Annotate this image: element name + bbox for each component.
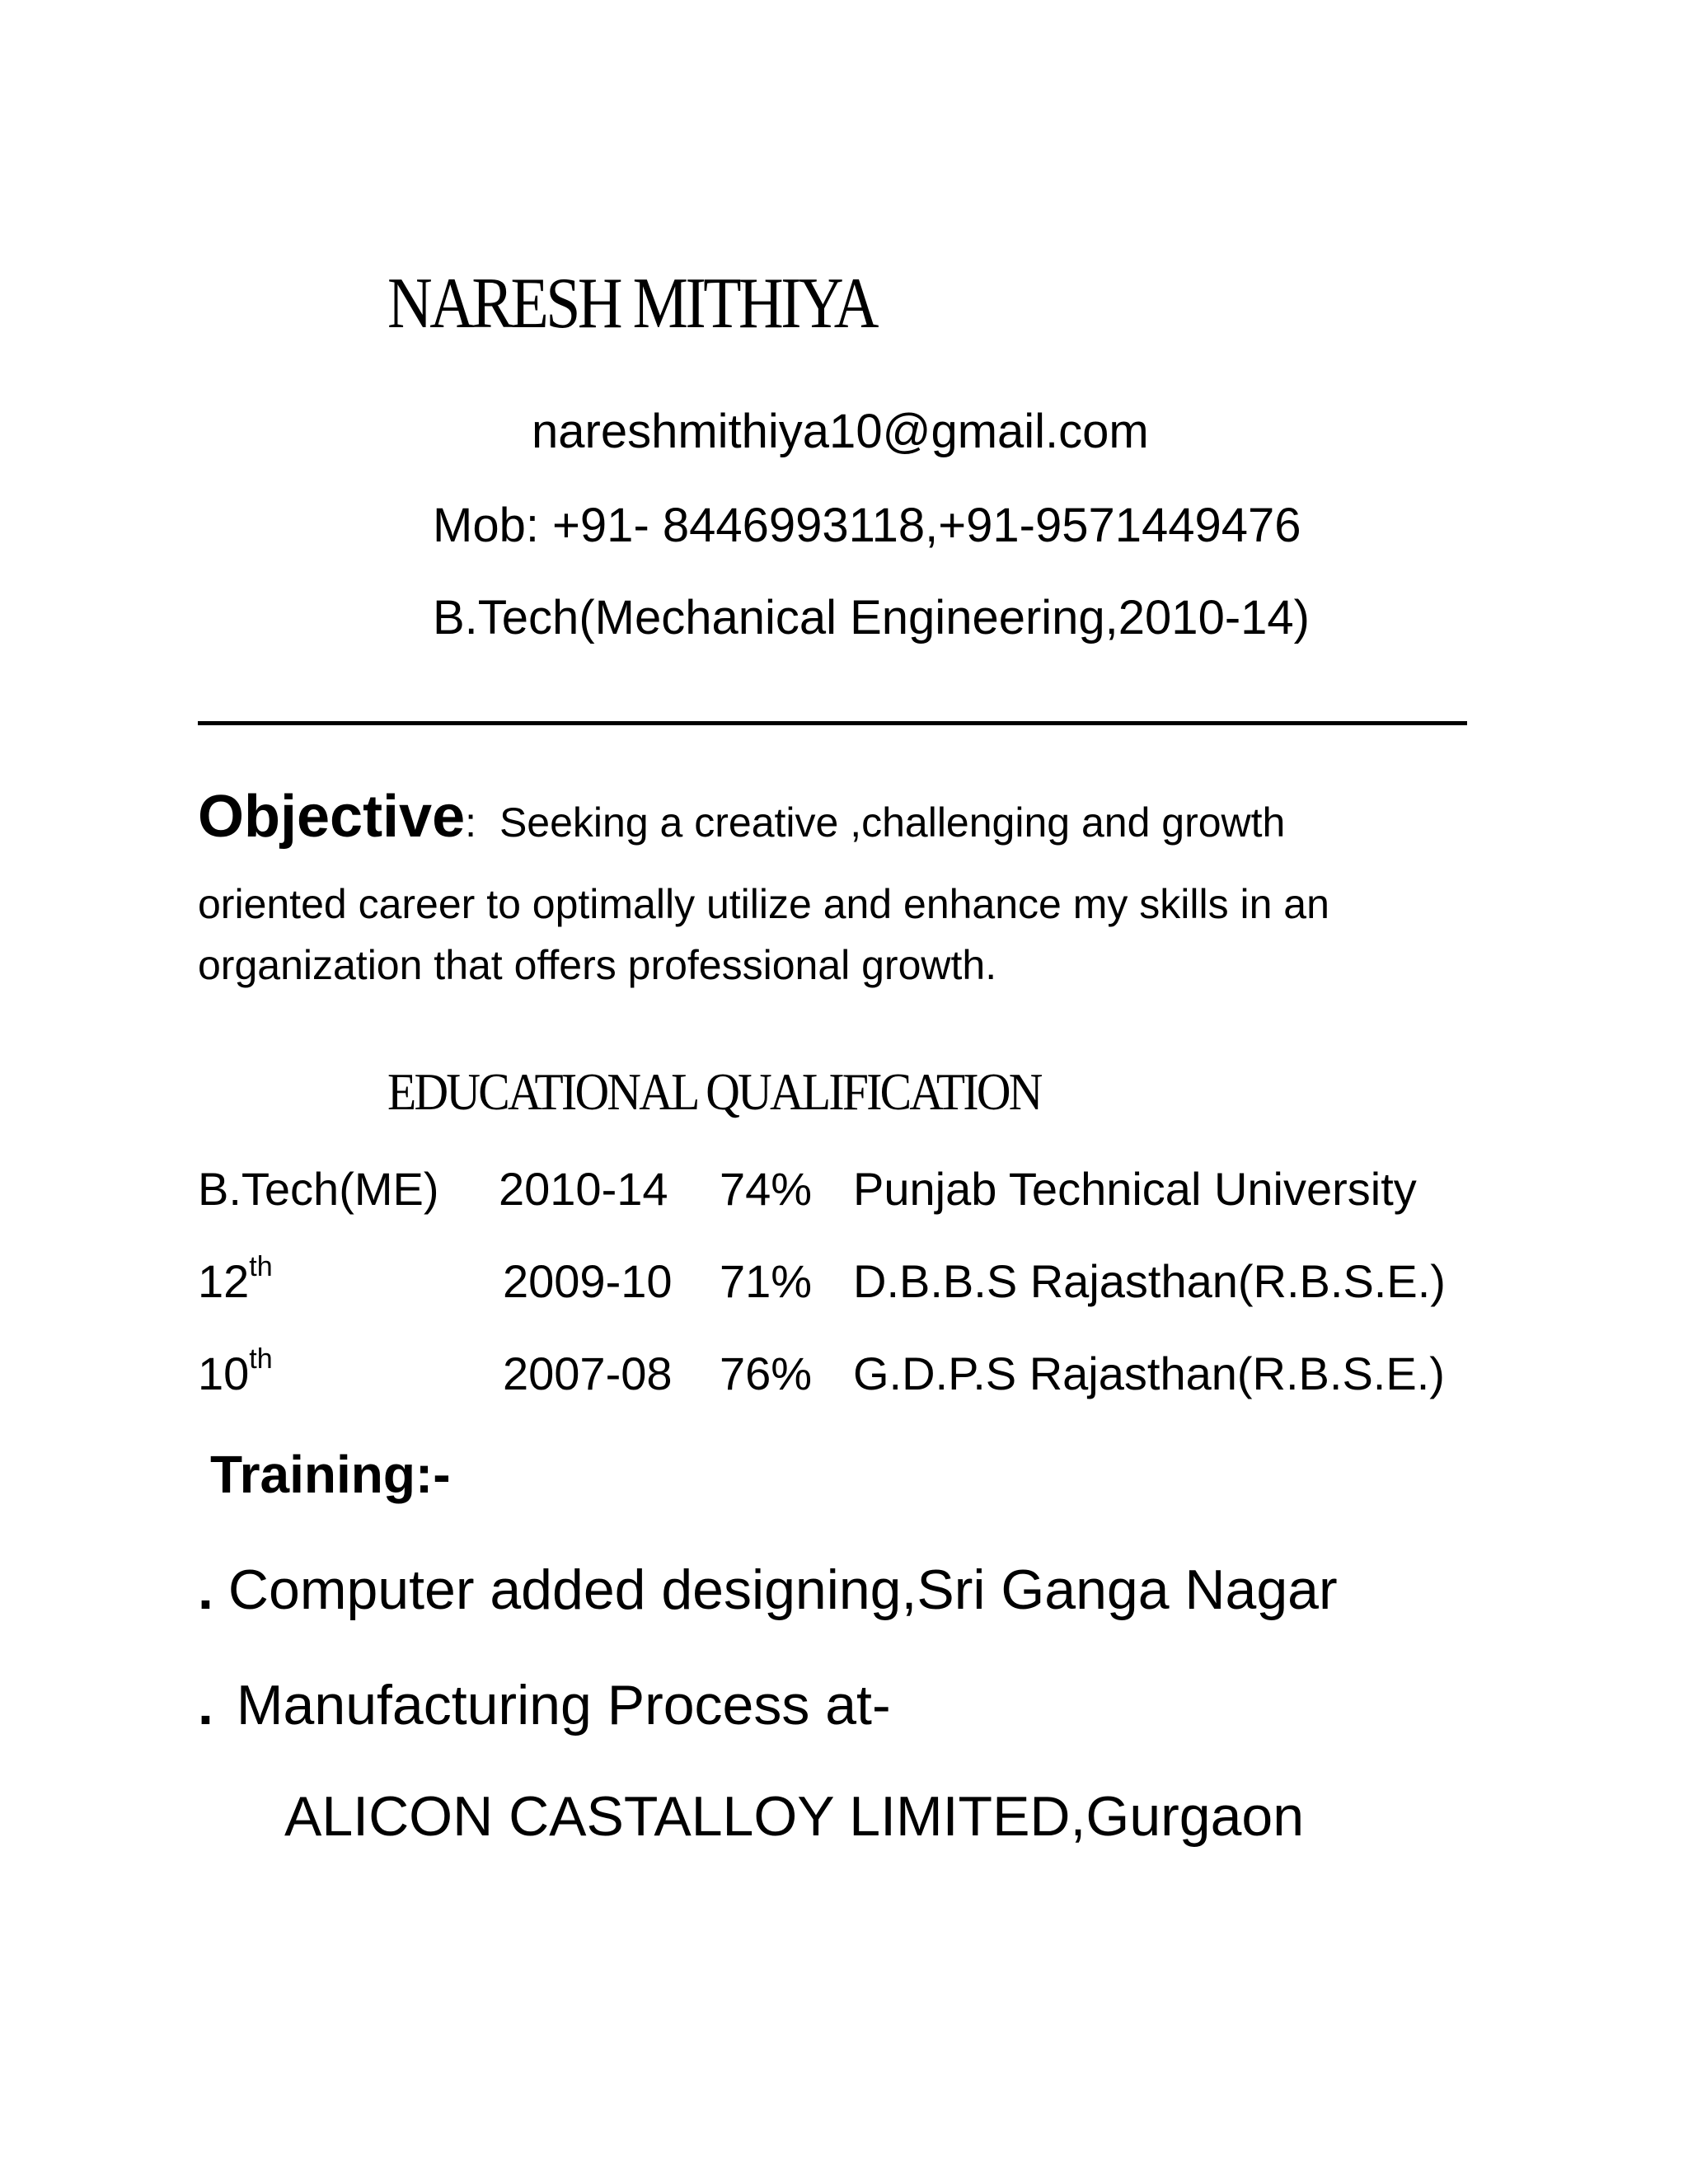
training-item (198, 1558, 1338, 1622)
education-years: 2010-14 (499, 1163, 668, 1215)
education-percent: 76% (720, 1347, 813, 1399)
education-years: 2007-08 (503, 1347, 673, 1399)
education-board: Punjab Technical University (853, 1163, 1417, 1215)
education-board: G.D.P.S Rajasthan(R.B.S.E.) (853, 1347, 1445, 1399)
header-divider (198, 721, 1467, 725)
degree-text: B.Tech(Mechanical Engineering,2010-14) (433, 591, 1310, 644)
objective-heading: Objective (198, 784, 466, 850)
education-board: D.B.B.S Rajasthan(R.B.S.E.) (853, 1255, 1446, 1307)
training-item-continuation: ALICON CASTALLOY LIMITED,Gurgaon (284, 1785, 1305, 1848)
mobile-text: Mob: +91- 8446993118,+91-9571449476 (433, 499, 1301, 552)
education-level: 12th (198, 1251, 273, 1307)
candidate-name: NARESH MITHIYA (387, 264, 877, 344)
education-level: 10th (198, 1343, 273, 1399)
education-percent: 71% (720, 1255, 813, 1307)
education-percent: 74% (720, 1163, 813, 1215)
objective-line-1 (198, 784, 1286, 850)
objective-text-2: oriented career to optimally utilize and enhance my skills in an (198, 881, 1329, 927)
email-text: nareshmithiya10@gmail.com (532, 405, 1149, 458)
education-level-suffix: th (249, 1343, 273, 1375)
bullet-icon: . (198, 1674, 213, 1736)
education-years: 2009-10 (503, 1255, 673, 1307)
education-level: B.Tech(ME) (198, 1163, 439, 1215)
training-item-text: Manufacturing Process at- (236, 1674, 891, 1736)
training-item (198, 1673, 891, 1737)
training-item-text: Computer added designing,Sri Ganga Nagar (227, 1558, 1338, 1621)
objective-text-1: Seeking a creative ,challenging and growth (499, 799, 1286, 846)
bullet-icon: . (198, 1558, 213, 1621)
objective-text-3: organization that offers professional growth. (198, 942, 997, 988)
education-level-suffix: th (249, 1251, 273, 1282)
education-heading: EDUCATIONAL QUALIFICATION (387, 1062, 1041, 1121)
objective-separator: : (465, 799, 477, 846)
training-heading: Training:- (210, 1445, 451, 1504)
